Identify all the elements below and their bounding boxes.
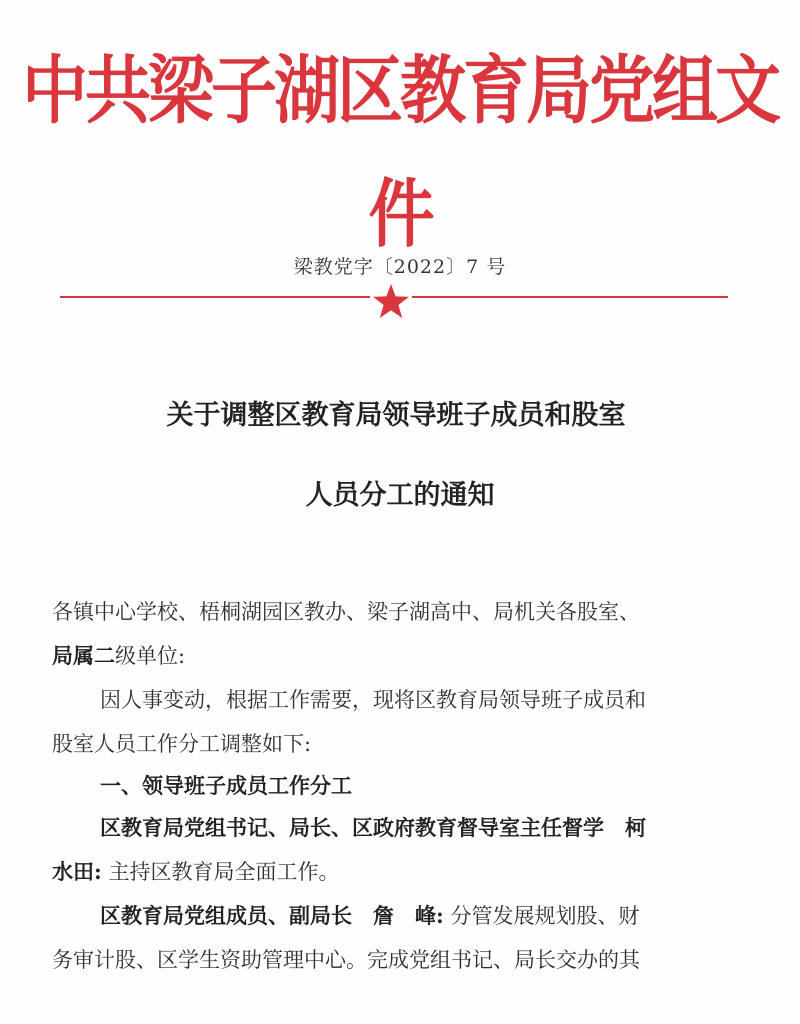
member-1-duty: 主持区教育局全面工作。 <box>101 860 340 884</box>
recipients-line-2 <box>52 640 752 672</box>
member-2-duty-line-2: 务审计股、区学生资助管理中心。完成党组书记、局长交办的其 <box>52 948 640 972</box>
notice-title-line-2: 人员分工的通知 <box>305 480 495 511</box>
red-divider-left <box>60 296 370 298</box>
paragraph-1-line-1: 因人事变动，根据工作需要，现将区教育局领导班子成员和 <box>100 688 646 712</box>
member-1-role-line <box>100 812 800 844</box>
star-icon <box>372 283 410 319</box>
section-1-heading <box>100 770 800 802</box>
recipients-rest-text: 级单位: <box>115 644 186 668</box>
member-2-duty-line-1: 分管发展规划股、财 <box>443 904 640 928</box>
red-divider-right <box>412 296 728 298</box>
member-2-role: 区教育局党组成员、副局长 詹 峰: <box>100 903 444 928</box>
member-2-role-line <box>100 900 800 932</box>
issuing-authority-title: 中共梁子湖区教育局党组文件 <box>22 47 778 258</box>
member-1-role: 区教育局党组书记、局长、区政府教育督导室主任督学 柯 <box>100 815 646 840</box>
member-1-name-end: 水田: <box>52 859 102 884</box>
recipients-bold-text: 局属二 <box>52 643 115 668</box>
paragraph-1-line-2: 股室人员工作分工调整如下: <box>52 732 312 756</box>
member-1-duty-line <box>52 856 752 888</box>
document-number: 梁教党字〔2022〕7 号 <box>293 256 507 278</box>
section-1-heading-text: 一、领导班子成员工作分工 <box>100 773 352 798</box>
notice-title-line-1: 关于调整区教育局领导班子成员和股室 <box>166 400 626 431</box>
recipients-line-1: 各镇中心学校、梧桐湖园区教办、梁子湖高中、局机关各股室、 <box>52 600 640 624</box>
